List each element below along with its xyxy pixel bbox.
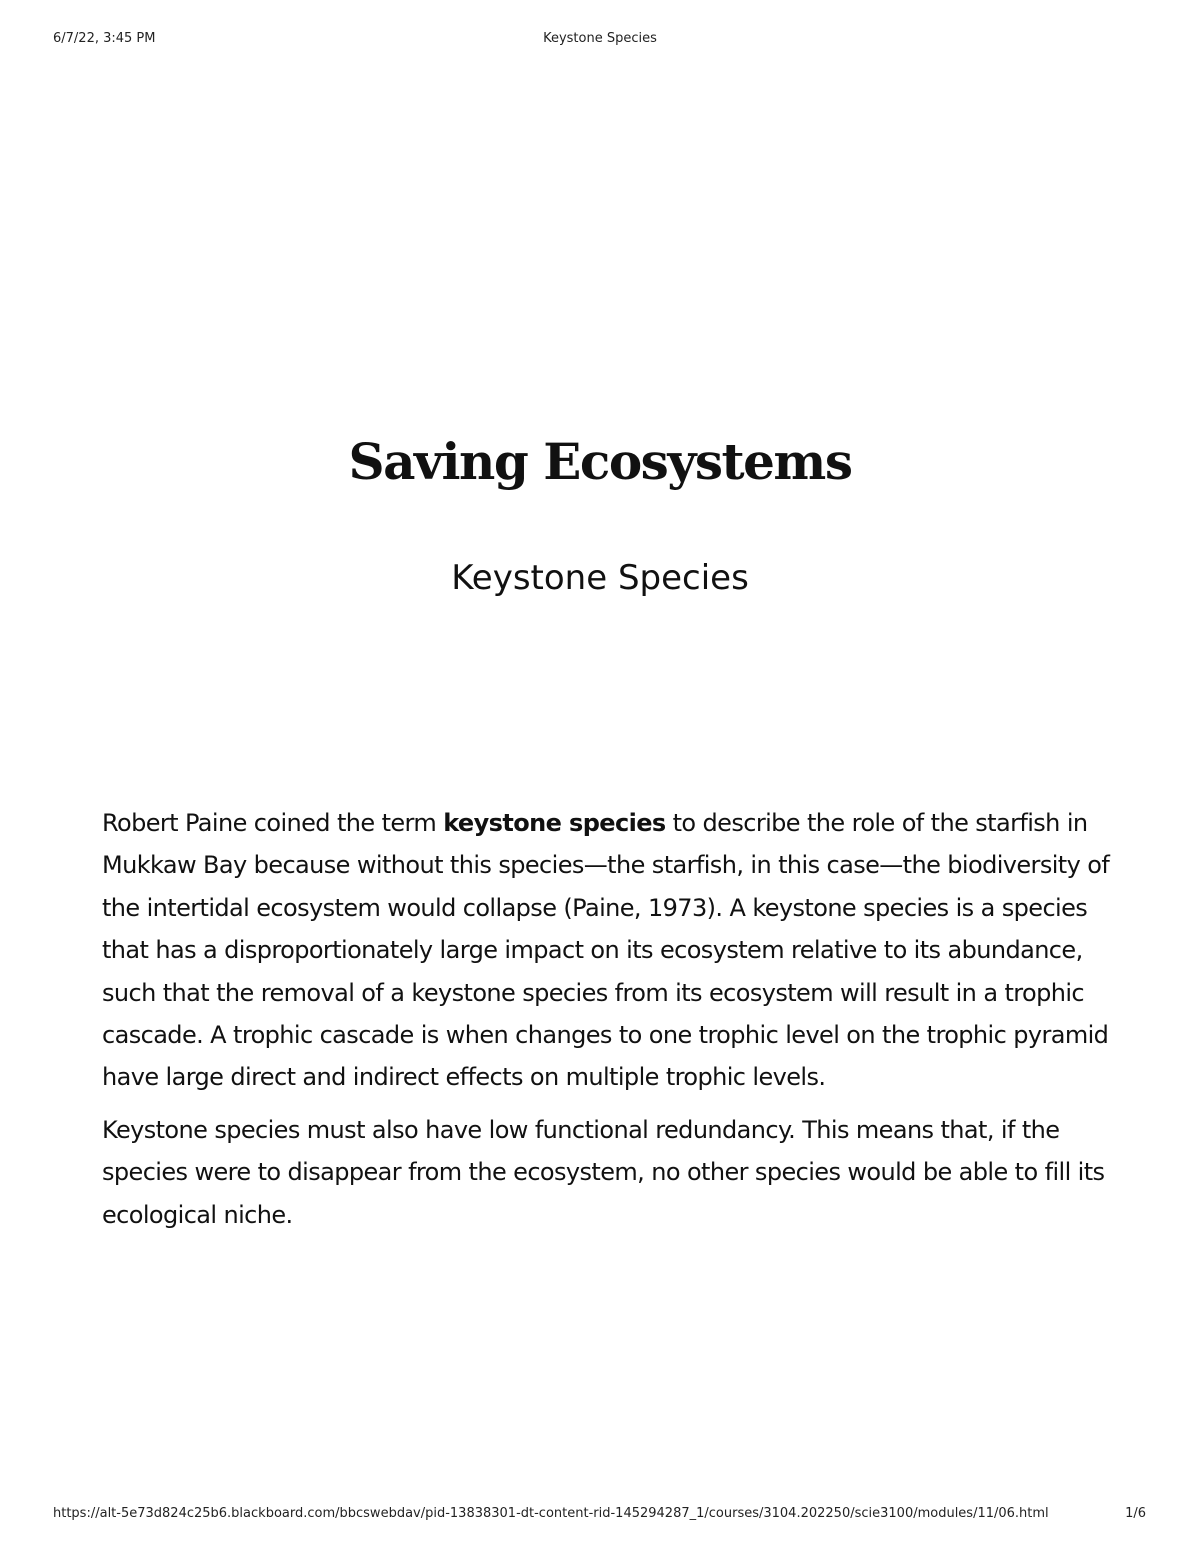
print-date: 6/7/22, 3:45 PM [53,31,156,46]
page-subtitle: Keystone Species [451,558,749,598]
paragraph-functional-redundancy: Keystone species must also have low functional redundancy. This means that, if the species were to disappear from the ecosystem, no other species would be able to fill its ecological niche. [102,1115,1105,1229]
print-page-number: 1/6 [1125,1506,1146,1521]
print-page-title: Keystone Species [543,31,657,46]
print-header [0,31,1200,49]
paragraph-text-start: Robert Paine coined the term [102,809,444,837]
bold-term-keystone-species: keystone species [443,809,666,837]
page-title: Saving Ecosystems [348,432,852,491]
print-footer [0,1506,1200,1524]
article-body [102,802,1112,1246]
paragraph-text-end: to describe the role of the starfish in Mukkaw Bay because without this species—the starfish, in this case—the biodiversity of the intertidal ecosystem would collapse (Paine, 1973). A keystone species is a species that has a disproportionately large impact on its ecosystem relative to its abundance, such that the removal of a keystone species from its ecosystem will result in a trophic cascade. A trophic cascade is when changes to one trophic level on the trophic pyramid have large direct and indirect effects on multiple trophic levels. [102,809,1110,1092]
print-url: https://alt-5e73d824c25b6.blackboard.com/bbcswebdav/pid-13838301-dt-content-rid-145294287_1/courses/3104.202250/scie3100/modules/11/06.html [53,1506,1049,1521]
paragraph-keystone-definition [102,802,1112,1099]
